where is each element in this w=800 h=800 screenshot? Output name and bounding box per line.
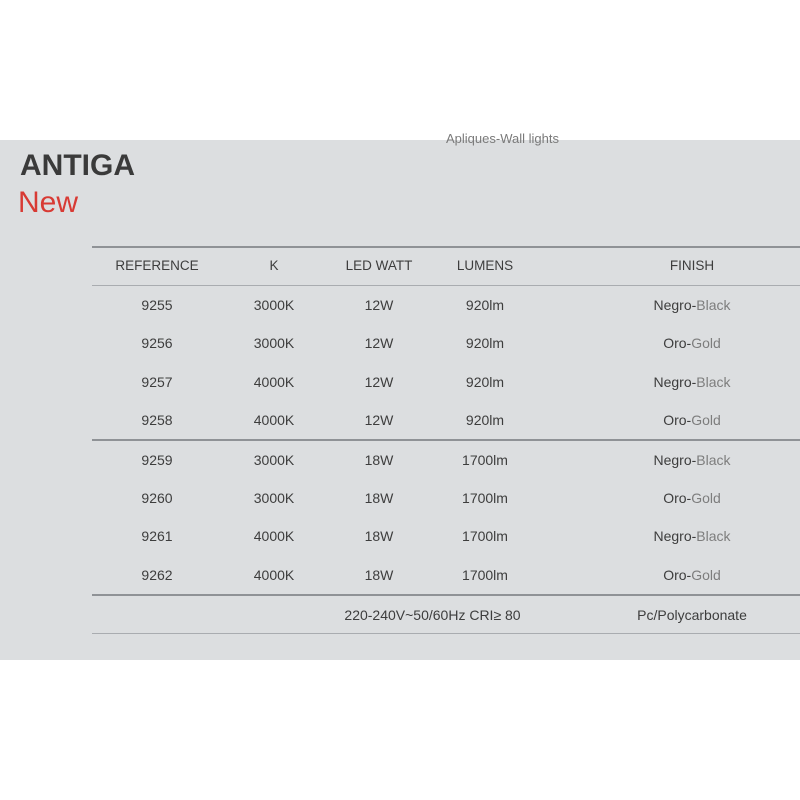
header-reference: REFERENCE [115,258,199,273]
finish-en: Gold [691,412,721,428]
cell-lumens: 920lm [465,297,505,313]
cell-watt: 18W [364,490,394,506]
header-finish: FINISH [669,258,715,273]
table-footer-row [0,596,800,634]
cell-reference: 9259 [141,452,173,468]
cell-lumens: 1700lm [462,490,508,506]
cell-reference: 9258 [141,412,173,428]
cell-watt: 12W [364,297,394,313]
table-row [0,517,800,555]
finish-es: Oro- [663,567,692,583]
finish-en: Gold [691,490,721,506]
material-spec: Pc/Polycarbonate [637,607,747,623]
catalog-panel [0,131,800,660]
cell-finish [612,286,772,324]
cell-k: 4000K [253,528,295,544]
table-row [0,324,800,362]
new-badge: New [18,186,79,219]
header-lumens: LUMENS [456,258,514,273]
finish-en: Gold [691,567,721,583]
finish-en: Black [696,528,731,544]
cell-finish [612,363,772,401]
cell-watt: 12W [364,335,394,351]
cell-lumens: 1700lm [462,567,508,583]
table-row [0,363,800,401]
cell-watt: 18W [364,528,394,544]
cell-lumens: 920lm [465,374,505,390]
cell-reference: 9262 [141,567,173,583]
table-header-row [0,247,800,285]
cell-finish [612,556,772,594]
table-row [0,286,800,324]
table-row [0,556,800,594]
finish-es: Negro- [653,374,697,390]
table-row [0,401,800,439]
cell-reference: 9261 [141,528,173,544]
finish-en: Black [696,297,731,313]
cell-finish [612,441,772,479]
cell-lumens: 1700lm [462,452,508,468]
finish-es: Oro- [663,412,692,428]
cell-k: 4000K [253,412,295,428]
product-title: ANTIGA [20,149,135,182]
table-row [0,479,800,517]
finish-en: Gold [691,335,721,351]
table-row [0,441,800,479]
cell-reference: 9256 [141,335,173,351]
cell-finish [612,324,772,362]
cell-watt: 18W [364,452,394,468]
cell-k: 3000K [253,297,295,313]
cell-k: 3000K [253,335,295,351]
cell-k: 4000K [253,567,295,583]
cell-finish [612,479,772,517]
finish-en: Black [696,374,731,390]
finish-es: Oro- [663,335,692,351]
cell-k: 3000K [253,490,295,506]
footer-bottom-rule [92,633,800,634]
finish-es: Negro- [653,452,697,468]
category-label: Apliques-Wall lights [446,131,559,146]
finish-en: Black [696,452,731,468]
finish-es: Negro- [653,528,697,544]
cell-watt: 12W [364,412,394,428]
cell-reference: 9255 [141,297,173,313]
electrical-spec: 220-240V~50/60Hz CRI≥ 80 [344,607,521,623]
cell-reference: 9257 [141,374,173,390]
header-led-watt: LED WATT [345,258,413,273]
cell-finish [612,401,772,439]
cell-k: 4000K [253,374,295,390]
cell-watt: 18W [364,567,394,583]
cell-k: 3000K [253,452,295,468]
cell-lumens: 920lm [465,412,505,428]
header-k: K [269,258,279,273]
finish-es: Negro- [653,297,697,313]
cell-finish [612,517,772,555]
cell-watt: 12W [364,374,394,390]
cell-reference: 9260 [141,490,173,506]
cell-lumens: 1700lm [462,528,508,544]
finish-es: Oro- [663,490,692,506]
cell-lumens: 920lm [465,335,505,351]
